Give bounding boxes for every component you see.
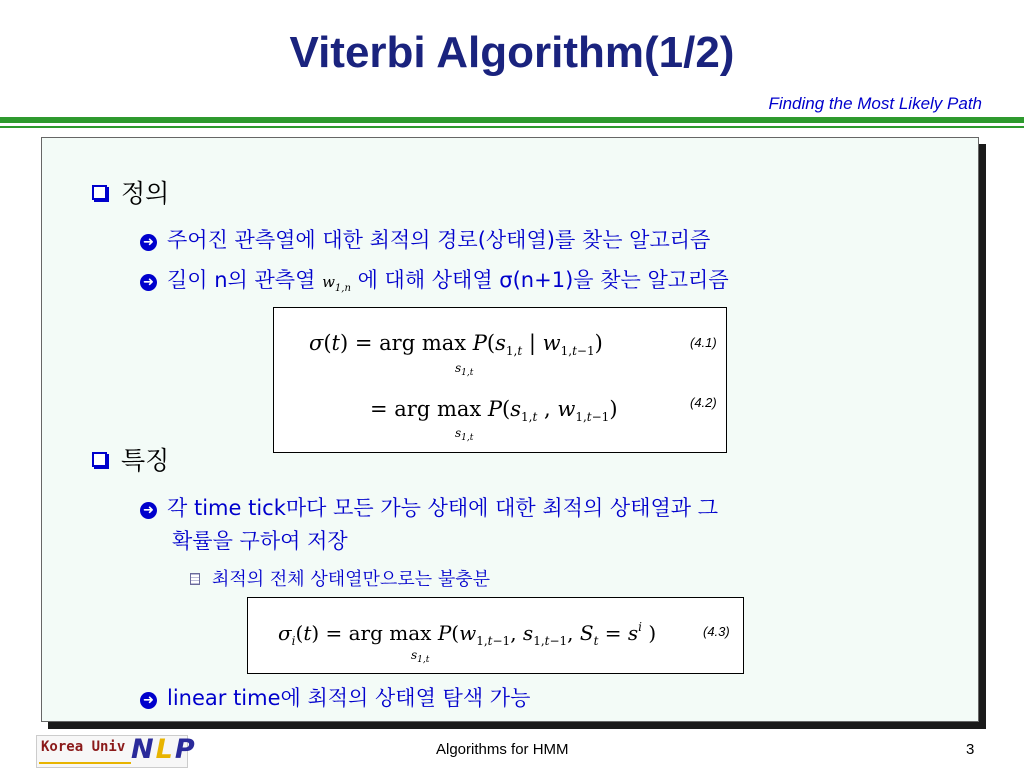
striped-square-icon [190,573,200,585]
header-rule-thin [0,126,1024,128]
equation-number-4-3: (4.3) [703,624,730,639]
features-point-1 [140,492,718,522]
definition-point-1-text: 주어진 관측열에 대한 최적의 경로(상태열)를 찾는 알고리즘 [167,228,711,252]
hollow-square-icon [92,185,107,200]
section-definition [92,174,169,210]
section-features-heading: 특징 [121,446,170,475]
equation-number-4-1: (4.1) [690,335,717,350]
page-number: 3 [966,741,975,758]
features-sub-point-text: 최적의 전체 상태열만으로는 불충분 [212,569,490,590]
slide-title: Viterbi Algorithm(1/2) [289,28,735,77]
equation-4-3: $\sigma_i(t)$ = arg $\max P(w_{1,t-1}$, $s_{1,t-1}$, $S_t = s^i$ ) [278,620,657,648]
equation-number-4-2: (4.2) [690,395,717,410]
korea-univ-nlp-logo [36,734,197,768]
hollow-square-icon [92,452,107,467]
circled-arrow-icon: ➜ [140,692,157,709]
features-point-1-line1: 각 time tick마다 모든 가능 상태에 대한 최적의 상태열과 그 [167,496,719,520]
features-point-2-text: linear time에 최적의 상태열 탐색 가능 [167,686,531,710]
logo-korea-univ: Korea Univ [41,739,126,755]
circled-arrow-icon: ➜ [140,274,157,291]
section-features [92,441,169,477]
logo-underline [39,762,131,764]
formula-box-viterbi-sigma-i [247,597,744,674]
argmax-subscript: $s_{1,t}$ [411,648,430,665]
logo-nlp: NLP [131,734,197,765]
equation-4-2: = arg $\max P(s_{1,t}$ , $w_{1,t-1}$) [370,397,618,424]
definition-point-2-before: 길이 n의 관측열 [167,268,323,292]
variable-w: $w_{1,n}$ [322,273,351,294]
argmax-subscript: $s_{1,t}$ [455,361,474,378]
features-point-2 [140,682,530,712]
formula-box-viterbi-sigma [273,307,727,453]
equation-4-1: σ(t) = arg $\max P(s_{1,t}$ | $w_{1,t-1}$) [309,331,603,358]
circled-arrow-icon: ➜ [140,234,157,251]
header-rule-thick [0,117,1024,123]
slide-subtitle: Finding the Most Likely Path [768,94,982,113]
footer-title: Algorithms for HMM [436,741,569,758]
definition-point-1 [140,224,710,254]
features-point-1-line2: 확률을 구하여 저장 [172,529,348,553]
definition-point-2-after: 에 대해 상태열 σ(n+1)을 찾는 알고리즘 [350,268,729,292]
circled-arrow-icon: ➜ [140,502,157,519]
argmax-subscript: $s_{1,t}$ [455,426,474,443]
section-definition-heading: 정의 [121,179,170,208]
features-sub-point [190,565,490,591]
definition-point-2 [140,264,729,294]
